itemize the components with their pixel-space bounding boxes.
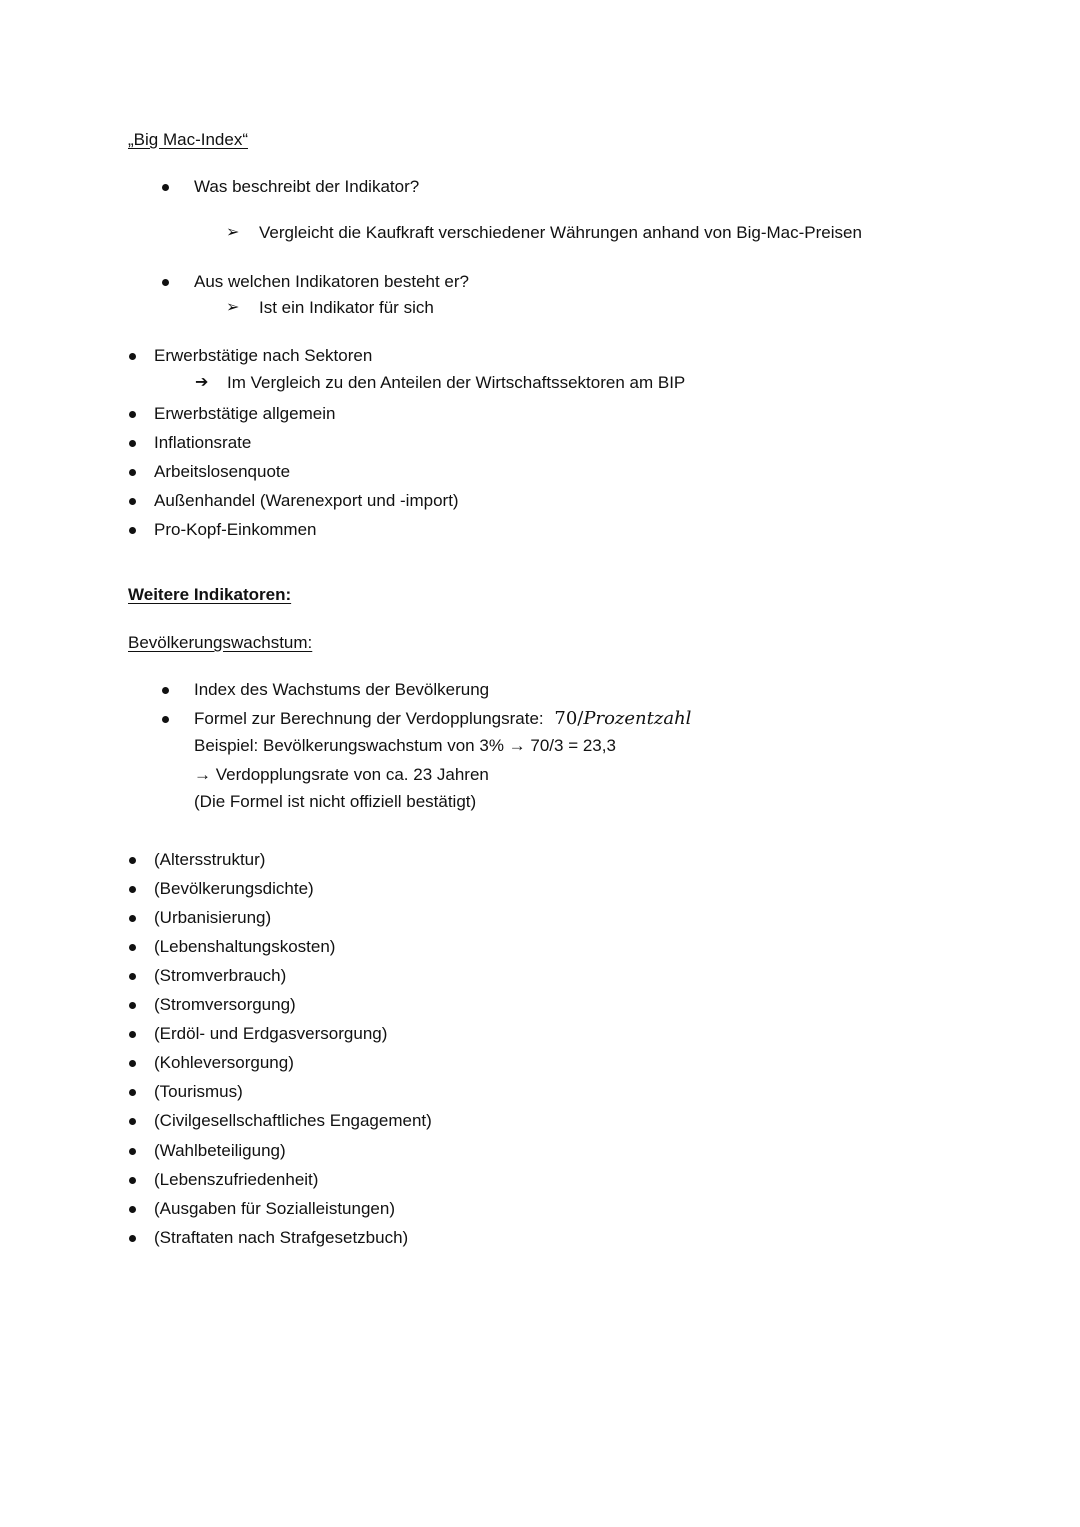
list-item-sectors: Erwerbstätige nach Sektoren [154,346,373,365]
bigmac-question-1: Was beschreibt der Indikator? [194,177,420,196]
bullet-icon [129,1206,136,1213]
bullet-icon [129,1235,136,1242]
list-item: (Kohleversorgung) [154,1053,294,1072]
sectors-note: Im Vergleich zu den Anteilen der Wirtschaftssektoren am BIP [227,373,686,392]
formula-note: (Die Formel ist nicht offiziell bestätigt) [194,792,477,811]
formula [554,708,691,729]
bullet-icon [129,1060,136,1067]
bullet-icon [129,1148,136,1155]
bullet-icon [129,1177,136,1184]
bullet-icon [129,1002,136,1009]
further-indicators-heading: Weitere Indikatoren: [128,585,292,604]
bullet-icon [162,184,169,191]
bigmac-question-2: Aus welchen Indikatoren besteht er? [194,272,470,291]
bullet-icon [129,498,136,505]
result-line: → Verdopplungsrate von ca. 23 Jahren [194,765,489,784]
list-item: (Altersstruktur) [154,850,266,869]
arrowhead-icon: ➢ [226,299,240,316]
bigmac-answer-1: Vergleicht die Kaufkraft verschiedener Währungen anhand von Big-Mac-Preisen [259,223,862,242]
list-item: (Bevölkerungsdichte) [154,879,314,898]
list-item: (Lebenshaltungskosten) [154,937,336,956]
bullet-icon [129,411,136,418]
list-item: Erwerbstätige allgemein [154,404,336,423]
list-item: (Wahlbeteiligung) [154,1141,286,1160]
bold-arrow-icon: ➔ [195,374,209,391]
list-item: (Stromverbrauch) [154,966,287,985]
population-growth-subheading: Bevölkerungswachstum: [128,633,313,652]
formula-numerator: 70/ [554,708,584,729]
list-item: (Urbanisierung) [154,908,272,927]
bullet-icon [129,527,136,534]
bullet-icon [129,1089,136,1096]
list-item: (Ausgaben für Sozialleistungen) [154,1199,395,1218]
list-item: (Stromversorgung) [154,995,296,1014]
bullet-icon [162,279,169,286]
list-item: (Tourismus) [154,1082,243,1101]
bullet-icon [129,1118,136,1125]
bullet-icon [129,1031,136,1038]
doubling-formula-item [194,708,691,730]
list-item: Arbeitslosenquote [154,462,291,481]
bullet-icon [129,944,136,951]
bigmac-answer-2: Ist ein Indikator für sich [259,298,434,317]
list-item: (Lebenszufriedenheit) [154,1170,319,1189]
formula-variable: Prozentzahl [583,708,692,729]
list-item: Inflationsrate [154,433,252,452]
arrowhead-icon: ➢ [226,224,240,241]
bullet-icon [129,915,136,922]
doubling-formula-label: Formel zur Berechnung der Verdopplungsrate: [194,709,544,728]
growth-index-item: Index des Wachstums der Bevölkerung [194,680,490,699]
list-item: (Civilgesellschaftliches Engagement) [154,1111,432,1130]
bullet-icon [129,857,136,864]
bullet-icon [129,353,136,360]
bullet-icon [162,687,169,694]
list-item: (Erdöl- und Erdgasversorgung) [154,1024,388,1043]
bullet-icon [129,973,136,980]
list-item: Außenhandel (Warenexport und -import) [154,491,459,510]
bullet-icon [129,440,136,447]
bigmac-heading: „Big Mac-Index“ [128,130,248,149]
bullet-icon [129,469,136,476]
list-item: (Straftaten nach Strafgesetzbuch) [154,1228,409,1247]
bullet-icon [129,886,136,893]
list-item: Pro-Kopf-Einkommen [154,520,317,539]
example-line: Beispiel: Bevölkerungswachstum von 3% → 70/3 = 23,3 [194,736,616,755]
bullet-icon [162,716,169,723]
